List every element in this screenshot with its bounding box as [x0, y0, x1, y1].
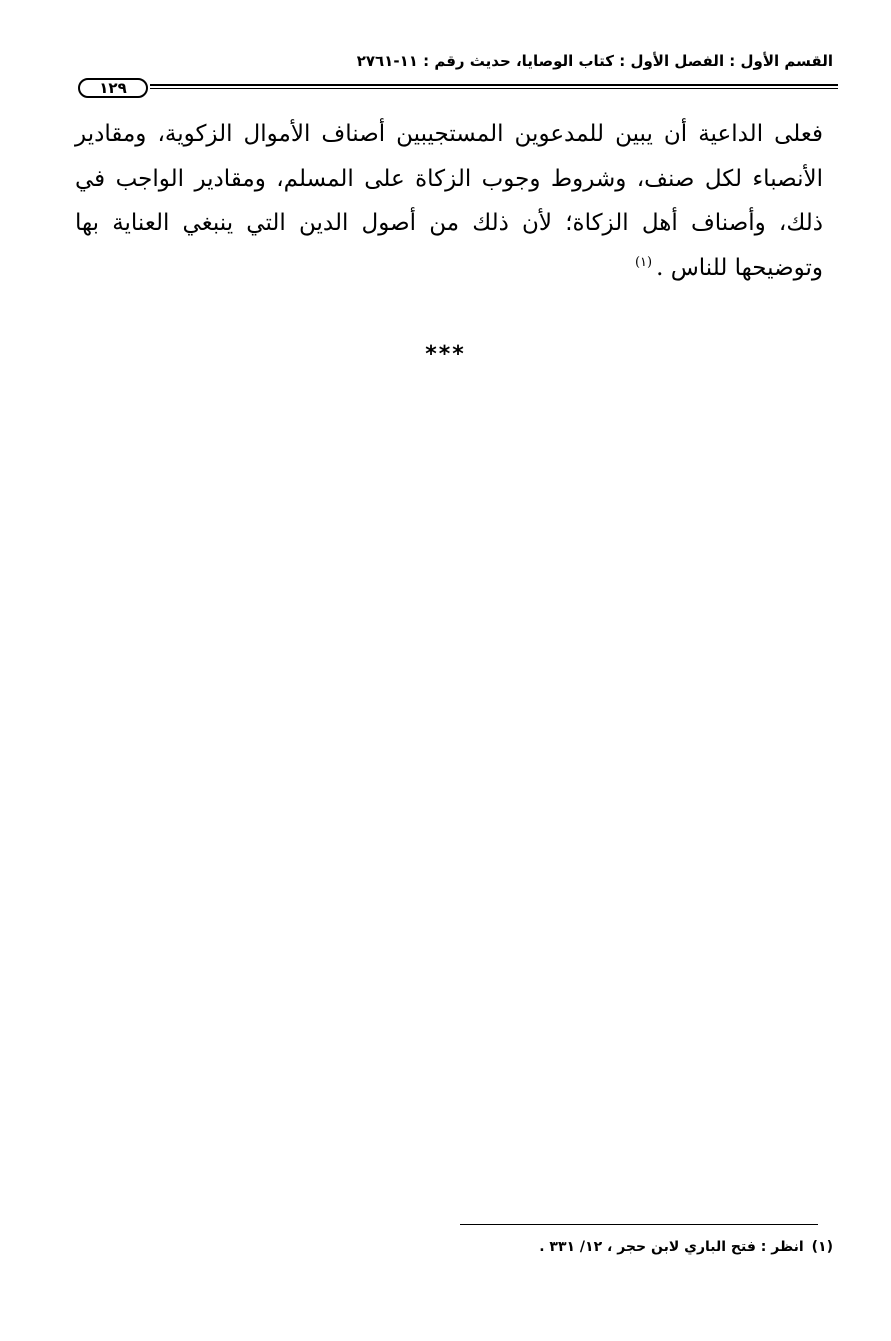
- paragraph-text: فعلى الداعية أن يبين للمدعوين المستجيبين أصناف الأموال الزكوية، ومقادير الأنصباء لكل صنف، وشروط وجوب الزكاة على المسلم، ومقادير الواجب في ذلك، وأصناف أهل الزكاة؛ لأن ذلك من أصول الدين التي ينبغي العناية بها وتوضيحها للناس .: [75, 121, 823, 281]
- body-paragraph: [75, 112, 823, 290]
- running-header-title: القسم الأول : الفصل الأول : كتاب الوصايا، حديث رقم : ١١-٢٧٦١: [356, 52, 833, 70]
- footnote-rule: [460, 1224, 818, 1225]
- section-separator: ***: [425, 342, 466, 367]
- page-number: ١٢٩: [78, 78, 148, 98]
- header-double-rule: [150, 84, 838, 89]
- footnote-text: انظر : فتح الباري لابن حجر ، ١٢/ ٣٣١ .: [539, 1239, 804, 1255]
- footnote-reference[interactable]: (١): [634, 254, 653, 270]
- footnote: [233, 1236, 833, 1258]
- header-rule-group: [78, 78, 838, 100]
- footnote-marker: (١): [811, 1239, 833, 1255]
